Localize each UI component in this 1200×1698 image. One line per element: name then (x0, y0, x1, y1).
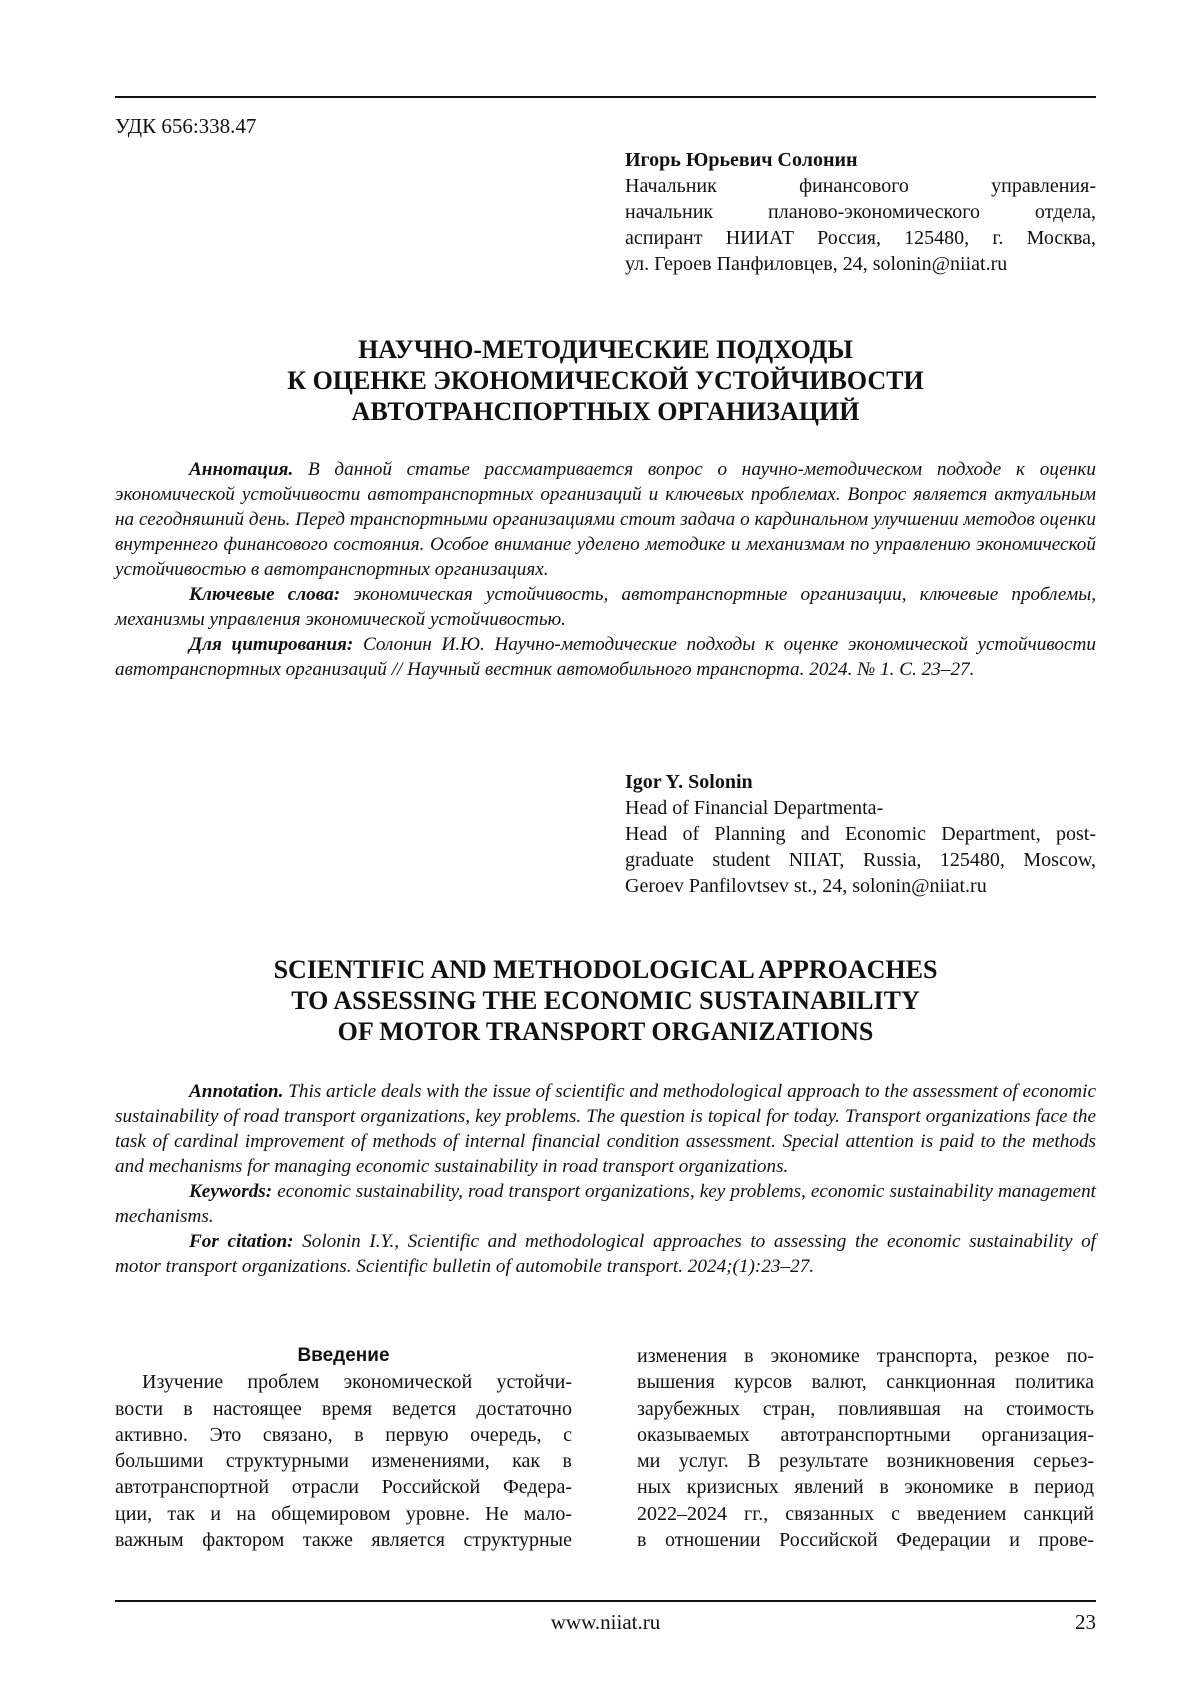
citation-text: Солонин И.Ю. Научно-методические подходы к оценке экономической устойчивости автотранспортных организаций // Научный вестник автомобильного транспорта. 2024. № 1. С. 23–27. (115, 634, 1096, 680)
article-title-ru (115, 334, 1096, 427)
annotation-label: Annotation. (189, 1081, 284, 1102)
body-line: в отношении Российской Федерации и прове- (637, 1529, 1094, 1552)
keywords-text: экономическая устойчивость, автотранспортные организации, ключевые проблемы, механизмы управления экономической устойчивостью. (115, 584, 1096, 630)
body-column-left (115, 1343, 572, 1553)
page-number: 23 (1075, 1610, 1096, 1634)
author-affiliation-line: Начальник финансового управления- (625, 175, 1096, 197)
author-affiliation-line: ул. Героев Панфиловцев, 24, solonin@niiat.ru (625, 253, 1008, 275)
citation-label: Для цитирования: (189, 634, 354, 655)
title-line: НАУЧНО-МЕТОДИЧЕСКИЕ ПОДХОДЫ (358, 335, 853, 364)
body-line: Изучение проблем экономической устойчи- (142, 1371, 572, 1394)
abstract-ru (115, 457, 1096, 682)
body-column-right (637, 1343, 1094, 1553)
body-line: вышения курсов валют, санкционная политика (637, 1371, 1094, 1394)
author-affiliation-line: начальник планово-экономического отдела, (625, 201, 1096, 223)
title-line: АВТОТРАНСПОРТНЫХ ОРГАНИЗАЦИЙ (351, 397, 860, 426)
author-name-ru: Игорь Юрьевич Солонин (625, 149, 858, 171)
annotation-paragraph-en (115, 1079, 1096, 1179)
abstract-en (115, 1079, 1096, 1279)
title-line: OF MOTOR TRANSPORT ORGANIZATIONS (337, 1017, 874, 1046)
header-rule (115, 96, 1096, 98)
body-line: ции, так и на общемировом уровне. Не мало- (115, 1502, 572, 1525)
citation-text: Solonin I.Y., Scientific and methodological approaches to assessing the economic sustainability of motor transport organizations. Scientific bulletin of automobile transport. 2024;(1):23–27. (115, 1231, 1097, 1277)
annotation-text: В данной статье рассматривается вопрос о научно-методическом подходе к оценки экономической устойчивости автотранспортных организаций и ключевых проблемах. Вопрос является актуальным на сегодняшний день. Перед транспортными организациями стоит задача о кардинальном улучшении методов оценки внутреннего финансового состояния. Особое внимание уделено методике и механизмам по управлению экономической устойчивостью в автотранспортных организациях. (115, 459, 1096, 580)
author-affiliation-line: Head of Financial Departmenta- (625, 797, 884, 819)
annotation-paragraph-ru (115, 457, 1096, 582)
body-line: 2022–2024 гг., связанных с введением санкций (637, 1502, 1094, 1525)
citation-paragraph-ru (115, 632, 1096, 682)
title-line: К ОЦЕНКЕ ЭКОНОМИЧЕСКОЙ УСТОЙЧИВОСТИ (287, 366, 924, 395)
body-line: ми услуг. В результате возникновения серьез- (637, 1450, 1094, 1473)
body-line: большими структурными изменениями, как в (115, 1450, 572, 1473)
author-affiliation-line: Geroev Panfilovtsev st., 24, solonin@niiat.ru (625, 875, 987, 897)
title-line: SCIENTIFIC AND METHODOLOGICAL APPROACHES (273, 955, 938, 984)
author-block-ru (625, 147, 1096, 277)
author-block-en (625, 769, 1096, 899)
title-line: TO ASSESSING THE ECONOMIC SUSTAINABILITY (291, 986, 920, 1015)
keywords-paragraph-en (115, 1179, 1096, 1229)
body-line: изменения в экономике транспорта, резкое по- (637, 1345, 1094, 1367)
body-line: важным фактором также является структурные (115, 1529, 572, 1552)
body-line: ных кризисных явлений в экономике в период (637, 1476, 1094, 1499)
keywords-paragraph-ru (115, 582, 1096, 632)
annotation-text: This article deals with the issue of scientific and methodological approach to the assessment of economic sustainability of road transport organizations, key problems. The question is topical for today. Transport organizations face the task of cardinal improvement of methods of internal financial condition assessment. Special attention is paid to the methods and mechanisms for managing economic sustainability in road transport organizations. (115, 1081, 1096, 1177)
article-title-en (115, 954, 1096, 1047)
author-affiliation-line: graduate student NIIAT, Russia, 125480, Moscow, (625, 849, 1096, 871)
body-line: активно. Это связано, в первую очередь, с (115, 1423, 572, 1446)
author-affiliation-line: Head of Planning and Economic Department, post- (625, 823, 1096, 845)
body-line: зарубежных стран, повлиявшая на стоимость (637, 1397, 1094, 1420)
author-affiliation-line: аспирант НИИАТ Россия, 125480, г. Москва, (625, 227, 1096, 249)
body-line: оказываемых автотранспортными организация- (637, 1423, 1094, 1446)
journal-url-link[interactable]: www.niiat.ru (550, 1610, 661, 1634)
udk-code: УДК 656:338.47 (115, 114, 257, 138)
author-name-en: Igor Y. Solonin (625, 771, 753, 793)
annotation-label: Аннотация. (189, 459, 294, 480)
footer-rule (115, 1600, 1096, 1602)
body-line: вости в настоящее время ведется достаточно (115, 1397, 572, 1420)
citation-label: For citation: (189, 1231, 294, 1252)
keywords-text: economic sustainability, road transport organizations, key problems, economic sustainability management mechanisms. (115, 1181, 1096, 1227)
body-line: автотранспортной отрасли Российской Федера- (115, 1476, 572, 1499)
section-heading: Введение (297, 1345, 390, 1366)
keywords-label: Keywords: (189, 1181, 273, 1202)
keywords-label: Ключевые слова: (189, 584, 341, 605)
citation-paragraph-en (115, 1229, 1096, 1279)
